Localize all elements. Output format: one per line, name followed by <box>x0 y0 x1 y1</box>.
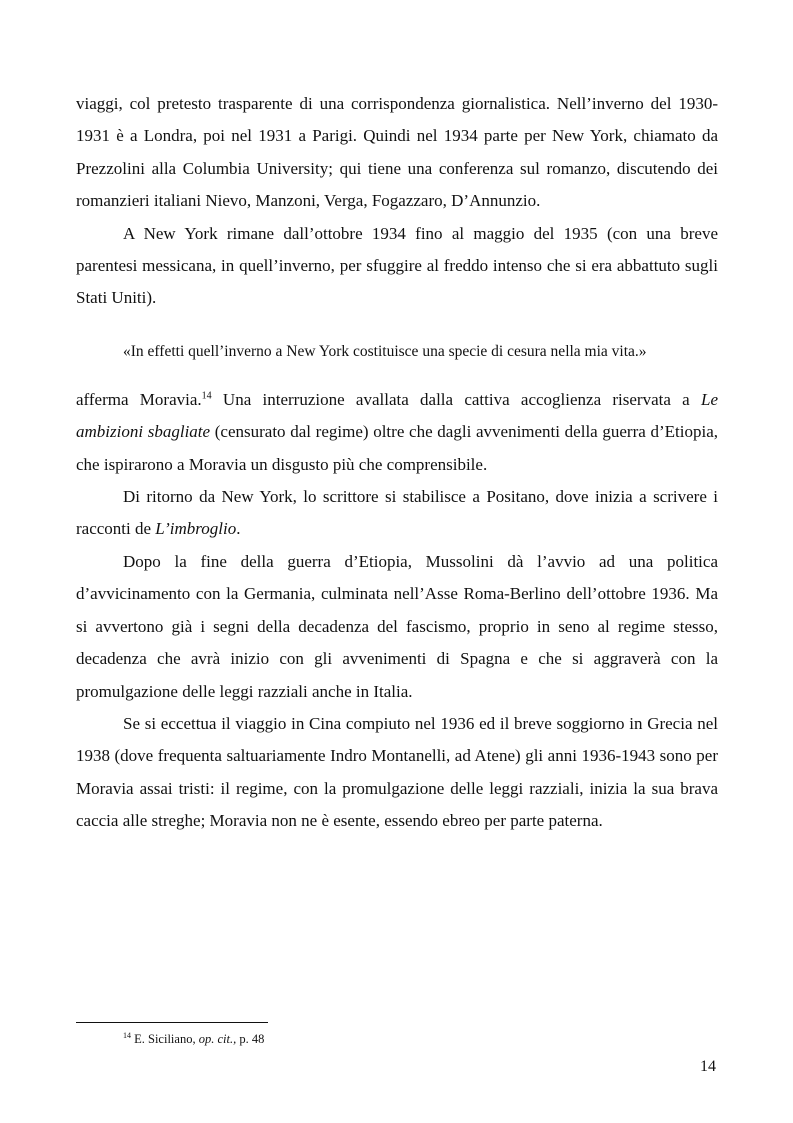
footnote-author: E. Siciliano, <box>131 1032 199 1046</box>
paragraph-4 <box>76 481 718 546</box>
paragraph-3-text-b: Una interruzione avallata dalla cattiva accoglienza riservata a <box>211 389 701 409</box>
footnote-number: 14 <box>123 1030 131 1040</box>
page-body <box>76 88 718 838</box>
paragraph-6: Se si eccettua il viaggio in Cina compiuto nel 1936 ed il breve soggiorno in Grecia nel 1938 (dove frequenta saltuariamente Indro Montanelli, ad Atene) gli anni 1936-1943 sono per Moravia assai tristi: il regime, con la promulgazione delle leggi razziali, inizia la sua brava caccia alle streghe; Moravia non ne è esente, essendo ebreo per parte paterna. <box>76 713 718 831</box>
book-title-italic: Le ambizioni sbagliate <box>76 389 718 442</box>
footnote-reference[interactable]: 14 <box>201 390 212 402</box>
block-quote: «In effetti quell’inverno a New York costituisce una specie di cesura nella mia vita.» <box>123 342 647 360</box>
book-title-italic: L’imbroglio <box>155 519 237 539</box>
paragraph-2: A New York rimane dall’ottobre 1934 fino al maggio del 1935 (con una breve parentesi messicana, in quell’inverno, per sfuggire al freddo intenso che si era abbattuto sugli Stati Uniti). <box>76 223 718 308</box>
paragraph-3-text-c: (censurato dal regime) oltre che dagli avvenimenti della guerra d’Etiopia, che ispirarono a Moravia un disgusto più che comprensibile. <box>76 422 718 474</box>
footnote-page: p. 48 <box>236 1032 265 1046</box>
paragraph-3-text-a: afferma Moravia. <box>76 389 202 409</box>
footnote <box>123 1031 264 1047</box>
footnote-divider <box>76 1022 268 1023</box>
paragraph-3 <box>76 384 718 481</box>
paragraph-4-text-a: Di ritorno da New York, lo scrittore si stabilisce a Positano, dove inizia a scrivere i racconti de <box>76 487 718 539</box>
paragraph-4-text-b: . <box>236 519 241 539</box>
paragraph-5: Dopo la fine della guerra d’Etiopia, Mussolini dà l’avvio ad una politica d’avvicinamento con la Germania, culminata nell’Asse Roma-Berlino dell’ottobre 1936. Ma si avvertono già i segni della decadenza del fascismo, proprio in seno al regime stesso, decadenza che avrà inizio con gli avvenimenti di Spagna e che si aggraverà con la promulgazione delle leggi razziali anche in Italia. <box>76 551 718 701</box>
footnote-cit: op. cit., <box>198 1032 237 1046</box>
page-number: 14 <box>700 1058 716 1075</box>
paragraph-1: viaggi, col pretesto trasparente di una corrispondenza giornalistica. Nell’inverno del 1930-1931 è a Londra, poi nel 1931 a Parigi. Quindi nel 1934 parte per New York, chiamato da Prezzolini alla Columbia University; qui tiene una conferenza sul romanzo, discutendo dei romanzieri italiani Nievo, Manzoni, Verga, Fogazzaro, D’Annunzio. <box>76 94 718 211</box>
